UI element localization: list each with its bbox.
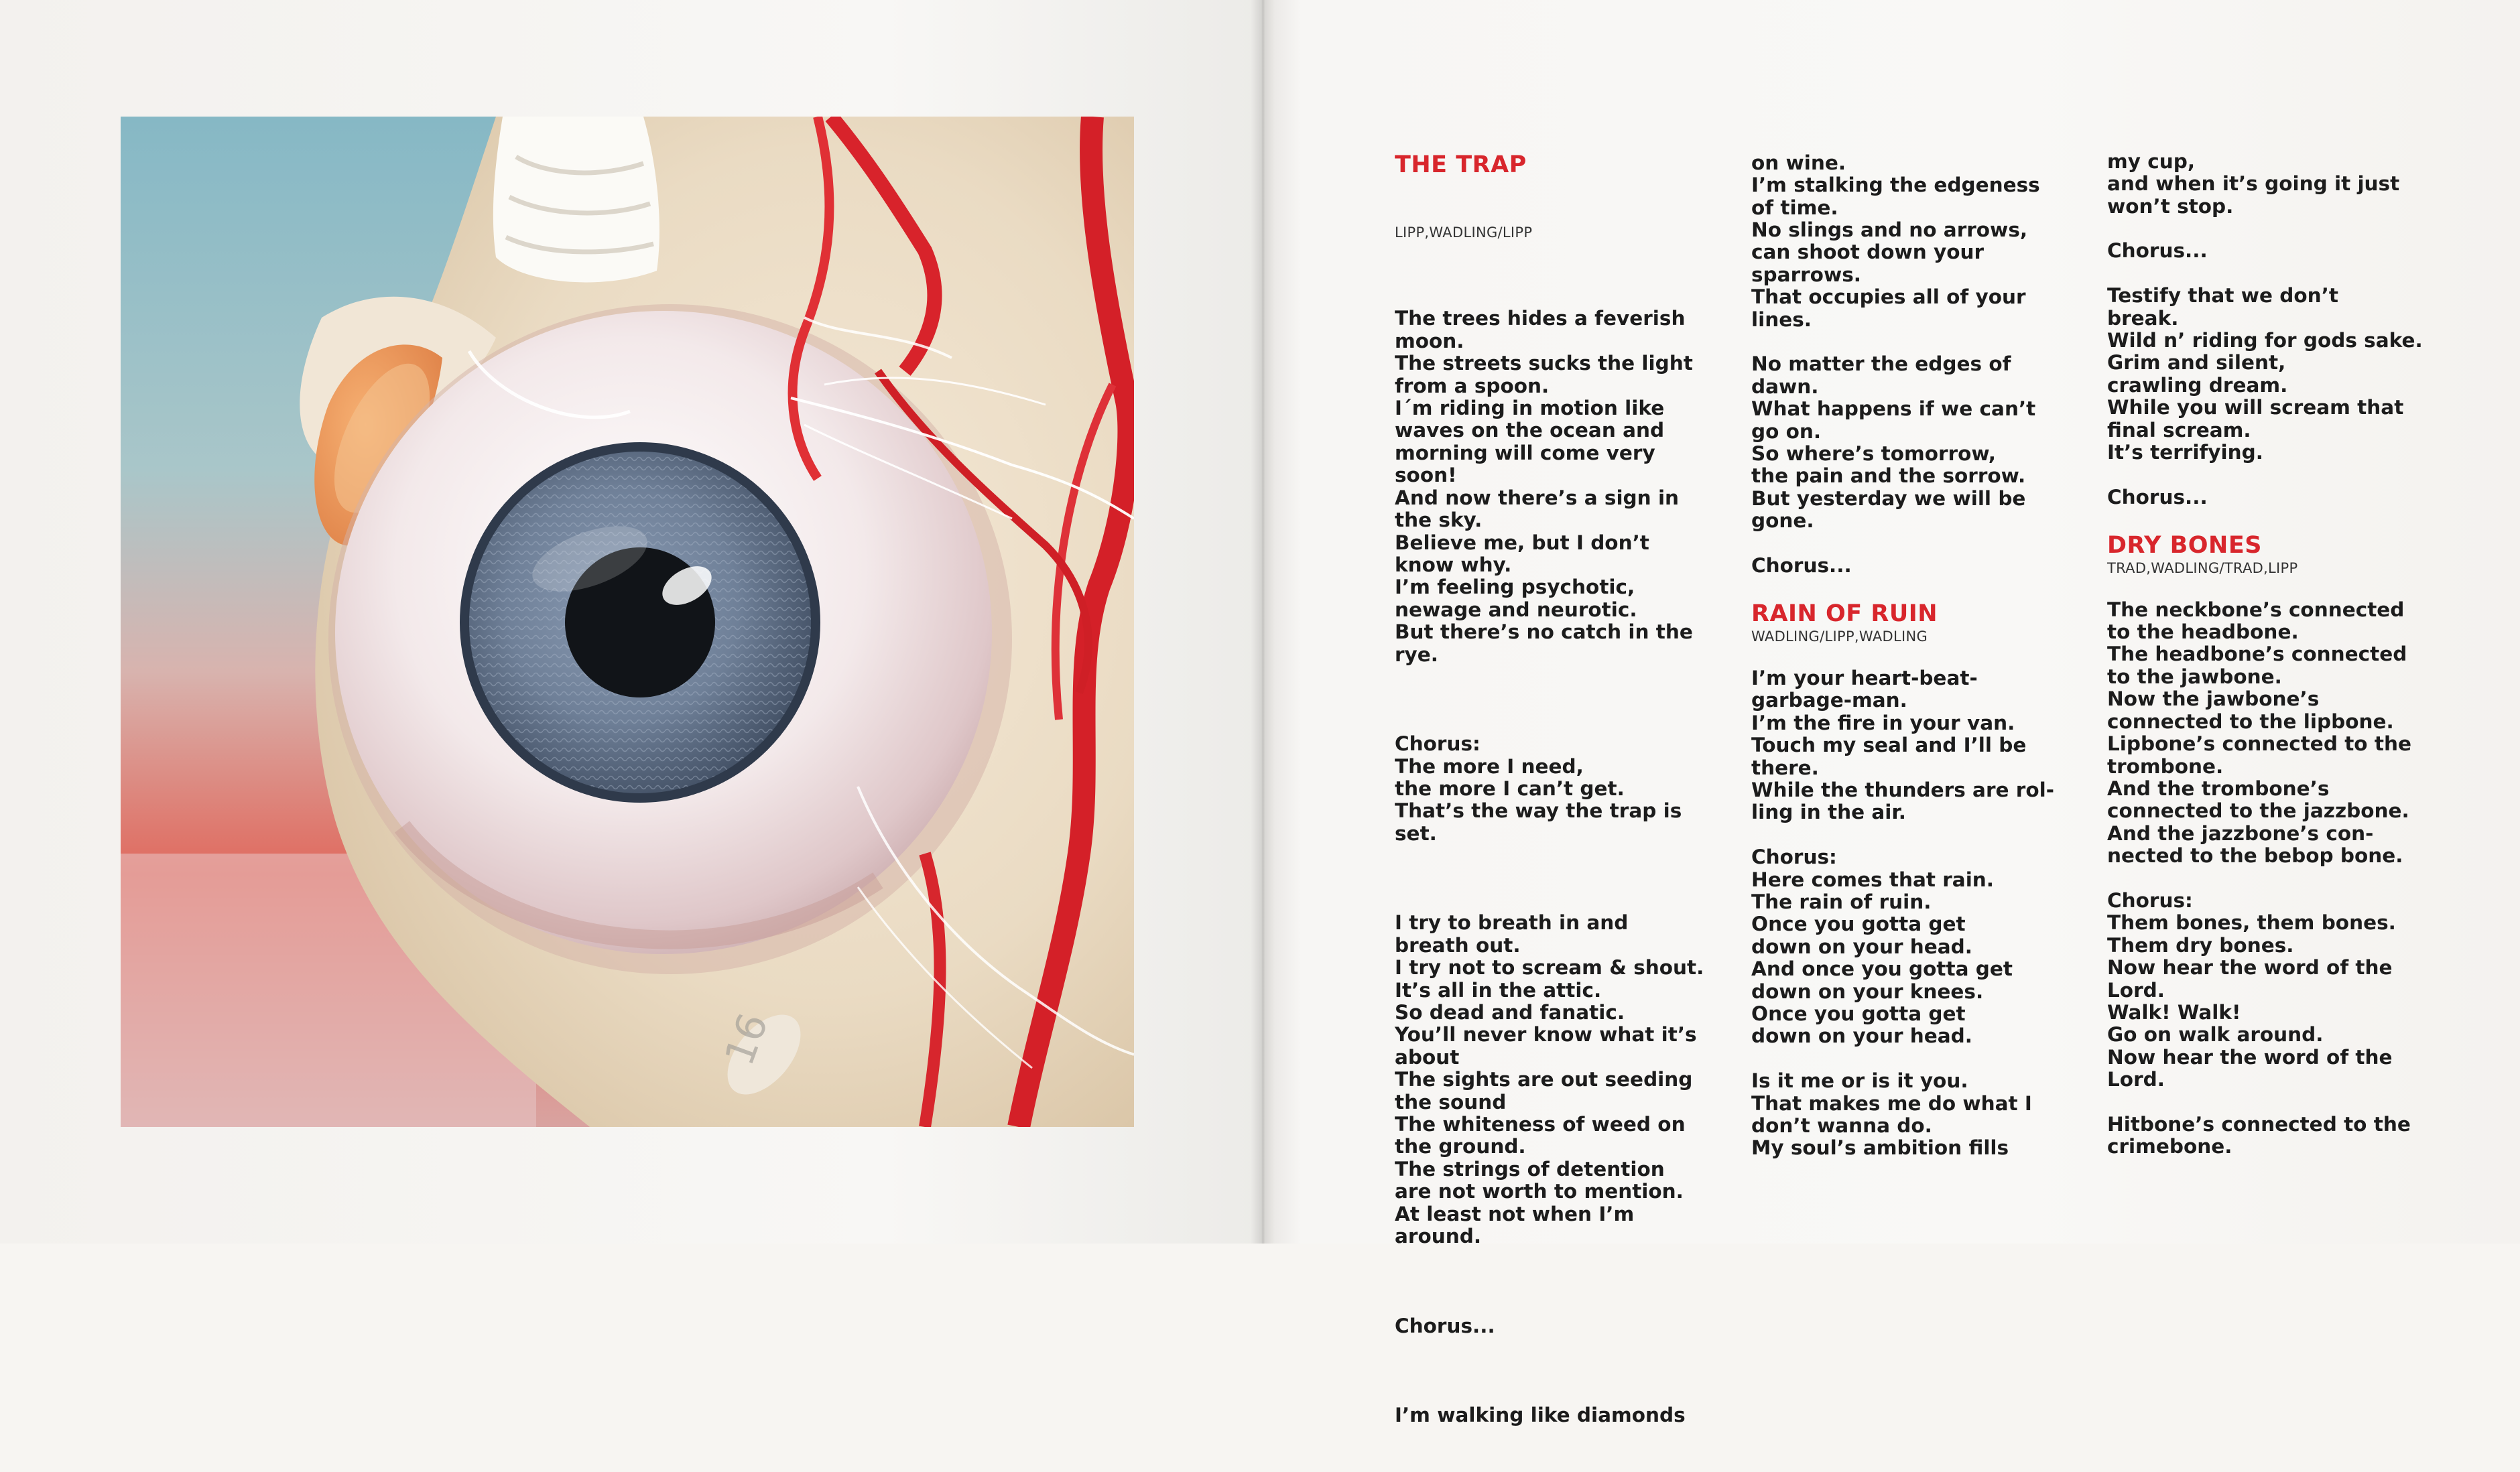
the-trap-verse-4: No matter the edges of dawn. What happens if we can’t go on. So where’s tomorrow, the pain and the sorrow. But yesterday we will be gone. bbox=[1751, 352, 2036, 533]
the-trap-verse-3-cont: on wine. I’m stalking the edgeness of time. No slings and no arrows, can shoot down your sparrows. That occupies all of your lines. bbox=[1751, 151, 2040, 331]
lyrics-column-3 bbox=[2107, 106, 2429, 1181]
dry-bones-verse-2: Hitbone’s connected to the crimebone. bbox=[2107, 1112, 2411, 1158]
rain-of-ruin-verse-2: Is it me or is it you. That makes me do what I don’t wanna do. My soul’s ambition fills bbox=[1751, 1069, 2032, 1160]
the-trap-verse-1: The trees hides a feverish moon. The streets sucks the light from a spoon. I´m riding in motion like waves on the ocean and morning will come very soon! And now there’s a sign in the sky. Believe me, but I don’t know why. I’m feeling psychotic, newage and neurotic. But there’s no catch in the rye. bbox=[1395, 307, 1693, 666]
rain-of-ruin-verse-3: Testify that we don’t break. Wild n’ riding for gods sake. Grim and silent, crawling dream. While you will scream that final scream. It’s terrifying. bbox=[2107, 284, 2423, 464]
dry-bones-chorus: Chorus: Them bones, them bones. Them dry bones. Now hear the word of the Lord. Walk! Walk! Go on walk around. Now hear the word of the Lord. bbox=[2107, 888, 2396, 1091]
lyrics-column-2 bbox=[1751, 107, 2073, 1160]
song-credits-dry-bones: TRAD,WADLING/TRAD,LIPP bbox=[2107, 559, 2298, 576]
the-trap-chorus-ref-2: Chorus... bbox=[1751, 554, 1852, 578]
rain-of-ruin-chorus-ref-1: Chorus... bbox=[2107, 239, 2208, 263]
booklet-spine-fold bbox=[1251, 0, 1275, 1244]
rain-of-ruin-verse-2-cont: my cup, and when it’s going it just won’t stop. bbox=[2107, 149, 2400, 218]
svg-text:16: 16 bbox=[716, 1007, 778, 1072]
eye-model-photo bbox=[121, 117, 1134, 1127]
song-title-rain-of-ruin: RAIN OF RUIN bbox=[1751, 600, 1938, 627]
rain-of-ruin-chorus: Chorus: Here comes that rain. The rain of ruin. Once you gotta get down on your head. And once you gotta get down on your knees. Once you gotta get down on your head. bbox=[1751, 846, 2013, 1048]
the-trap-verse-2: I try to breath in and breath out. I try not to scream & shout. It’s all in the attic. So dead and fanatic. You’ll never know what it’s about The sights are out seeding the sound The whiteness of weed on the ground. The strings of detention are not worth to mention. At least not when I’m around. bbox=[1395, 911, 1704, 1248]
rain-of-ruin-verse-1: I’m your heart-beat- garbage-man. I’m the fire in your van. Touch my seal and I’ll be there. While the thunders are rol- ling in the air. bbox=[1751, 666, 2054, 824]
the-trap-verse-3: I’m walking like diamonds bbox=[1395, 1404, 1686, 1427]
rain-of-ruin-chorus-ref-2: Chorus... bbox=[2107, 485, 2208, 509]
lyrics-column-1 bbox=[1395, 106, 1716, 1472]
song-credits-the-trap: LIPP,WADLING/LIPP bbox=[1395, 224, 1533, 241]
the-trap-chorus: Chorus: The more I need, the more I can’t get. That’s the way the trap is set. bbox=[1395, 732, 1682, 845]
dry-bones-verse-1: The neckbone’s connected to the headbone. The headbone’s connected to the jawbone. Now the jawbone’s connected to the lipbone. Lipbone’s connected to the trombone. And the trombone’s connected to the jazzbone. And the jazzbone’s con- nected to the bebop bone. bbox=[2107, 598, 2411, 868]
song-credits-rain-of-ruin: WADLING/LIPP,WADLING bbox=[1751, 628, 1928, 645]
the-trap-chorus-ref-1: Chorus... bbox=[1395, 1314, 1495, 1337]
left-page bbox=[0, 0, 1263, 1244]
song-title-dry-bones: DRY BONES bbox=[2107, 531, 2262, 559]
song-title-the-trap: THE TRAP bbox=[1395, 151, 1527, 178]
